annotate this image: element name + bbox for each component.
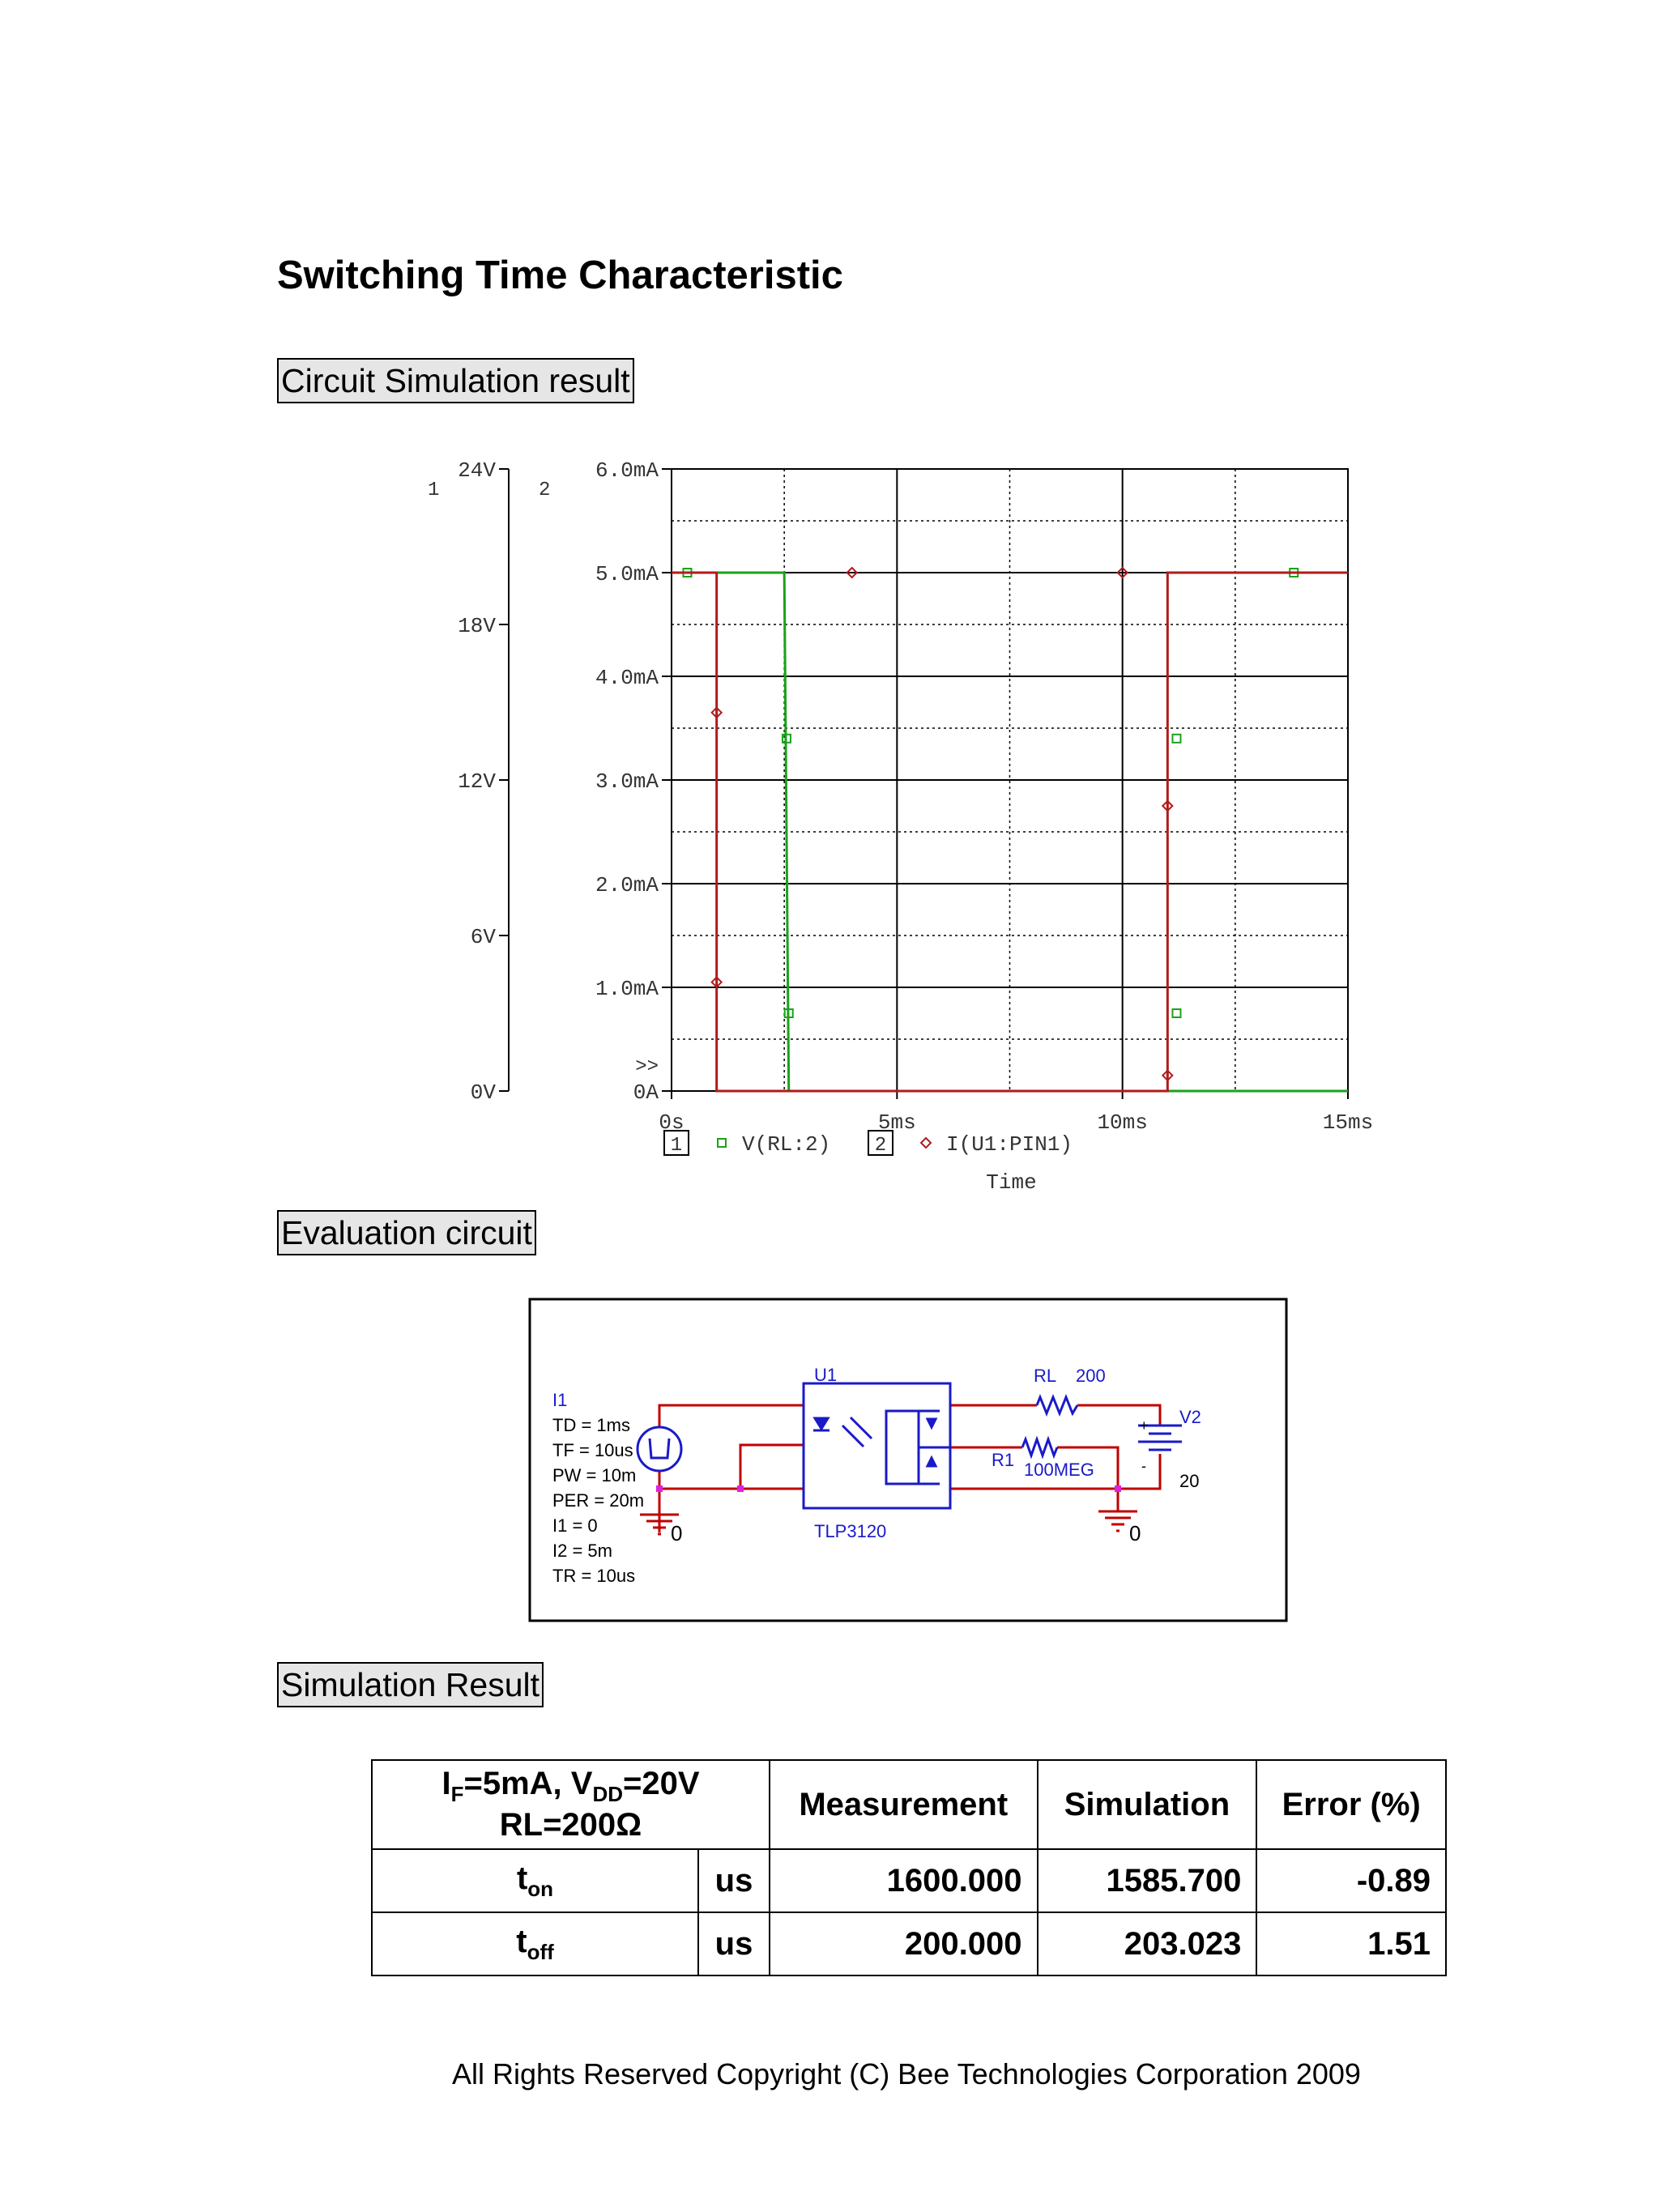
ground-label: 0 <box>671 1521 683 1545</box>
ic-ref: U1 <box>814 1365 838 1385</box>
header-measurement: Measurement <box>770 1760 1038 1849</box>
table-row <box>372 1912 1446 1975</box>
param-cell: $t_{on}$ <box>372 1849 698 1912</box>
condition-rl: RL=200Ω <box>499 1807 642 1843</box>
legend-axis-number: 2 <box>874 1135 887 1157</box>
section-label-result: Simulation Result <box>277 1662 544 1707</box>
right-axis-number: 2 <box>539 479 551 501</box>
wires <box>659 1405 1160 1532</box>
simulation-cell: 1585.700 <box>1038 1849 1257 1912</box>
unit-cell: us <box>698 1849 770 1912</box>
left-axis-number: 1 <box>428 479 440 501</box>
section-label-evaluation: Evaluation circuit <box>277 1210 536 1255</box>
right-axis-tick-label: 5.0mA <box>595 562 659 586</box>
supply-ref: V2 <box>1179 1407 1201 1427</box>
x-axis-tick-label: 0s <box>659 1110 684 1135</box>
results-table <box>371 1759 1447 1976</box>
left-axis-tick-label: 18V <box>458 614 496 638</box>
legend-label: V(RL:2) <box>742 1132 831 1157</box>
copyright-footer: All Rights Reserved Copyright (C) Bee Technologies Corporation 2009 <box>452 2057 1361 2091</box>
schematic-frame <box>530 1299 1286 1621</box>
battery-icon <box>1138 1426 1182 1450</box>
measurement-cell: 200.000 <box>770 1912 1038 1975</box>
right-axis-tick-label: 4.0mA <box>595 666 659 690</box>
right-axis-tick-label: 0A <box>633 1080 659 1105</box>
right-axis-tick-label: 3.0mA <box>595 769 659 794</box>
right-axis-tick-label: 2.0mA <box>595 873 659 897</box>
legend-marker <box>921 1138 931 1148</box>
ground-icon <box>640 1511 1137 1534</box>
resistor-rl-icon <box>1037 1397 1077 1413</box>
error-cell: -0.89 <box>1256 1849 1446 1912</box>
r1-ref: R1 <box>992 1450 1015 1470</box>
source-param: PER = 20m <box>552 1490 645 1511</box>
load-ref: RL <box>1034 1366 1057 1386</box>
schematic-labels <box>552 1365 1201 1586</box>
source-param: TF = 10us <box>552 1440 633 1460</box>
header-simulation: Simulation <box>1038 1760 1257 1849</box>
resistor-r1-icon <box>1022 1439 1057 1455</box>
table-row <box>372 1849 1446 1912</box>
left-axis-tick-label: 6V <box>470 925 496 949</box>
x-axis-tick-label: 15ms <box>1322 1110 1374 1135</box>
simulation-cell: 203.023 <box>1038 1912 1257 1975</box>
right-axis-tick-label: 1.0mA <box>595 977 659 1001</box>
unit-cell: us <box>698 1912 770 1975</box>
series-marker <box>1172 735 1180 743</box>
source-param: TR = 10us <box>552 1566 636 1586</box>
left-axis-tick-label: 24V <box>458 458 496 483</box>
condition-text: $I_F=5mA$, $V_{DD}=20V$ <box>441 1766 700 1806</box>
legend-label: I(U1:PIN1) <box>946 1132 1073 1157</box>
legend-marker <box>718 1139 726 1147</box>
source-param: TD = 1ms <box>552 1415 630 1435</box>
condition-cell <box>372 1760 770 1849</box>
right-axis-tick-label: 6.0mA <box>595 458 659 483</box>
ic-part: TLP3120 <box>814 1521 887 1541</box>
r1-value: 100MEG <box>1024 1460 1094 1480</box>
source-param: I2 = 5m <box>552 1541 612 1561</box>
pulse-source-icon <box>638 1427 681 1471</box>
source-name: I1 <box>552 1390 568 1410</box>
source-param: I1 = 0 <box>552 1515 598 1536</box>
plus-sign: + <box>1140 1417 1149 1434</box>
page-title: Switching Time Characteristic <box>277 254 843 297</box>
x-axis-label: Time <box>986 1170 1037 1195</box>
legend-axis-number: 1 <box>670 1135 683 1157</box>
junction-dots <box>656 1485 1121 1492</box>
load-value: 200 <box>1076 1366 1106 1386</box>
supply-value: 20 <box>1179 1471 1200 1491</box>
series-marker <box>1172 1009 1180 1017</box>
optocoupler-ic <box>804 1383 950 1508</box>
measurement-cell: 1600.000 <box>770 1849 1038 1912</box>
ground-label: 0 <box>1129 1521 1141 1545</box>
left-axis-tick-label: 0V <box>470 1080 496 1105</box>
section-label-simulation: Circuit Simulation result <box>277 358 634 403</box>
x-axis-tick-label: 10ms <box>1097 1110 1148 1135</box>
cursor-mark: >> <box>635 1056 659 1078</box>
error-cell: 1.51 <box>1256 1912 1446 1975</box>
header-error: Error (%) <box>1256 1760 1446 1849</box>
minus-sign: - <box>1141 1458 1146 1474</box>
source-param: PW = 10m <box>552 1465 637 1485</box>
param-cell: $t_{off}$ <box>372 1912 698 1975</box>
left-axis-tick-label: 12V <box>458 769 496 794</box>
table-header-row <box>372 1760 1446 1849</box>
x-axis-tick-label: 5ms <box>877 1110 916 1135</box>
